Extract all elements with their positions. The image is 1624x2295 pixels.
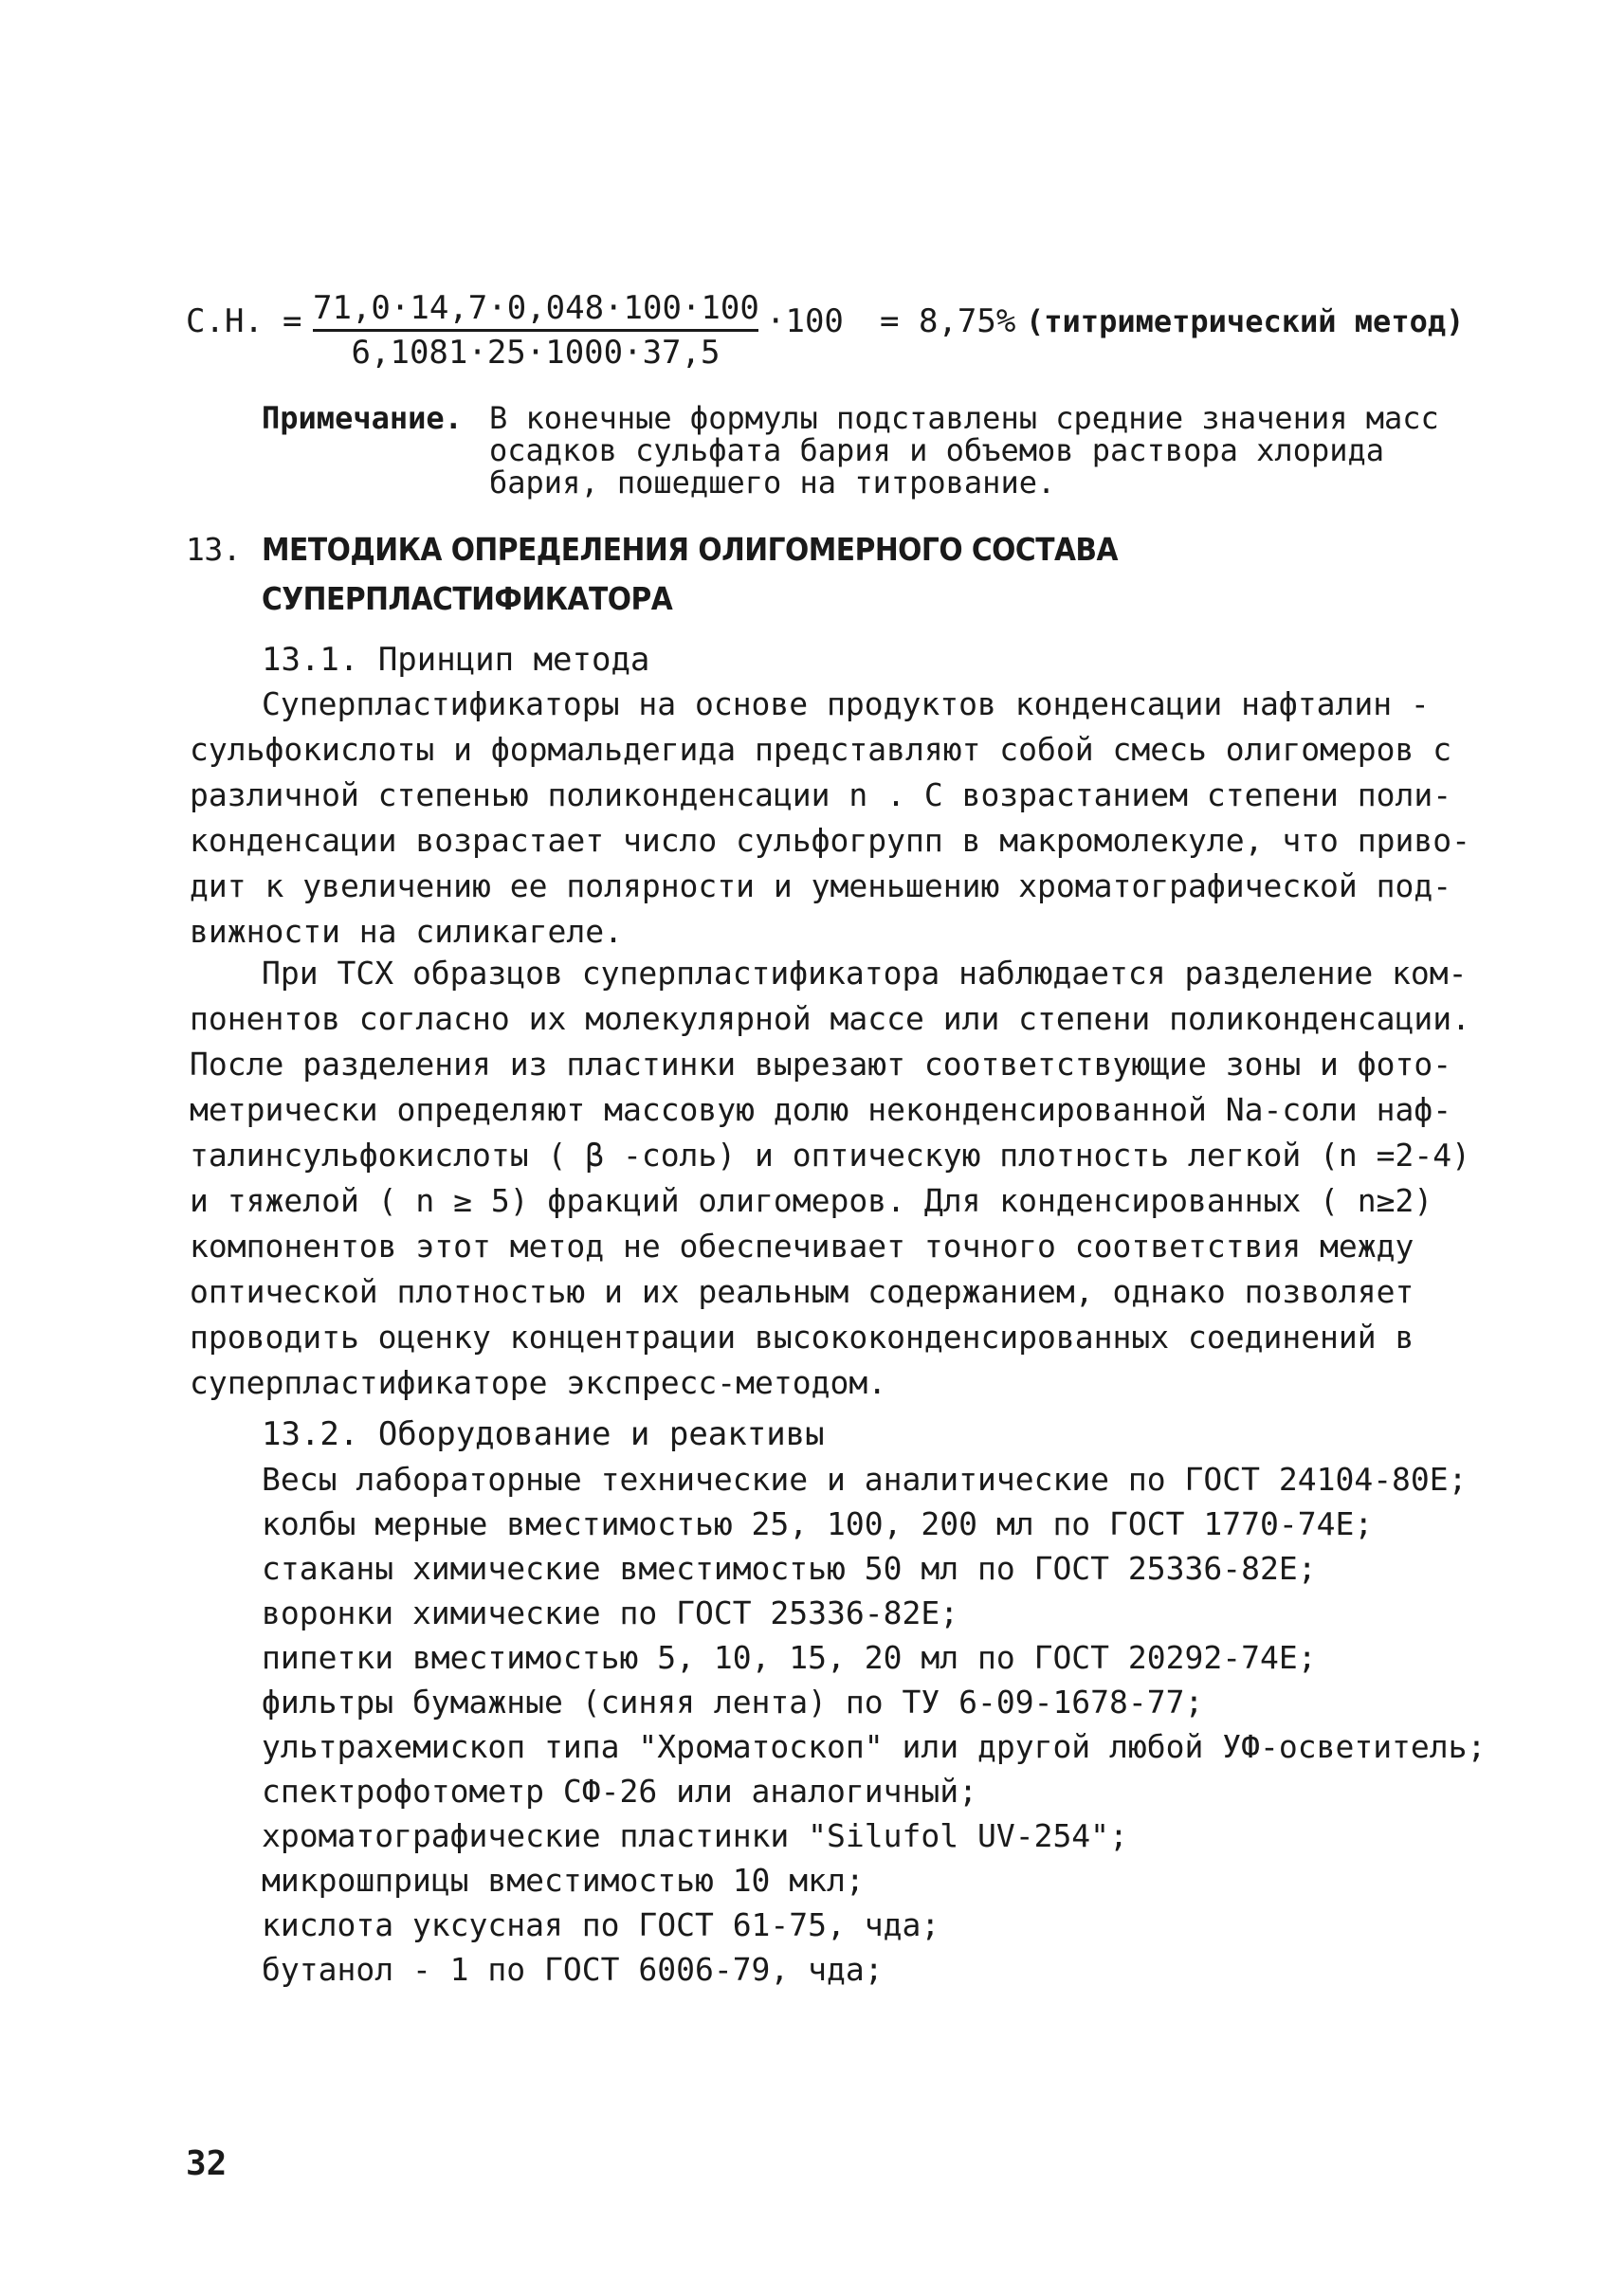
paragraph-principle-1 (190, 682, 1471, 955)
equipment-list (262, 1457, 1486, 1992)
list-item: ультрахемископ типа "Хроматоскоп" или другой любой УФ-осветитель; (262, 1728, 1487, 1765)
section-title-line-2: СУПЕРПЛАСТИФИКАТОРА (262, 580, 673, 617)
formula-numerator: 71,0·14,7·0,048·100·100 (313, 289, 758, 332)
paragraph-line: проводить оценку концентрации высококонденсированных соединений в (190, 1319, 1414, 1356)
paragraph-principle-2 (190, 951, 1471, 1406)
note-line-2: осадков сульфата бария и объемов раствора хлорида (489, 432, 1385, 468)
paragraph-line: различной степенью поликонденсации n . С возрастанием степени поли- (190, 776, 1452, 813)
paragraph-line: метрически определяют массовую долю неконденсированной Na-соли наф- (190, 1091, 1452, 1128)
list-item: спектрофотометр СФ-26 или аналогичный; (262, 1773, 977, 1810)
formula-label: С.Н. (186, 302, 264, 340)
formula-equals: = (283, 302, 302, 340)
paragraph-line: При ТСХ образцов суперпластификатора наблюдается разделение ком- (262, 955, 1468, 992)
page-number: 32 (186, 2144, 228, 2183)
paragraph-line: компонентов этот метод не обеспечивает точного соответствия между (190, 1228, 1414, 1265)
formula-denominator: 6,1081·25·1000·37,5 (351, 334, 721, 372)
note-label: Примечание. (262, 400, 463, 436)
list-item: микрошприцы вместимостью 10 мкл; (262, 1862, 865, 1899)
paragraph-line: вижности на силикагеле. (190, 913, 623, 950)
paragraph-line: После разделения из пластинки вырезают соответствующие зоны и фото- (190, 1046, 1452, 1083)
list-item: воронки химические по ГОСТ 25336-82Е; (262, 1594, 959, 1631)
note-line-1: В конечные формулы подставлены средние значения масс (489, 400, 1439, 436)
subsection-heading-principle: 13.1. Принцип метода (262, 641, 650, 679)
paragraph-line: конденсации возрастает число сульфогрупп в макромолекуле, что приво- (190, 822, 1471, 859)
list-item: хроматографические пластинки "Silufol UV-254"; (262, 1817, 1128, 1854)
paragraph-line: сульфокислоты и формальдегида представляют собой смесь олигомеров с (190, 731, 1452, 768)
list-item: стаканы химические вместимостью 50 мл по ГОСТ 25336-82Е; (262, 1550, 1317, 1587)
list-item: кислота уксусная по ГОСТ 61-75, чда; (262, 1906, 940, 1943)
paragraph-line: дит к увеличению ее полярности и уменьшению хроматографической под- (190, 867, 1452, 904)
formula-multiplier: ·100 (766, 302, 844, 340)
list-item: фильтры бумажные (синяя лента) по ТУ 6-09-1678-77; (262, 1684, 1204, 1721)
paragraph-line: оптической плотностью и их реальным содержанием, однако позволяет (190, 1273, 1414, 1310)
paragraph-line: суперпластификаторе экспресс-методом. (190, 1364, 887, 1401)
paragraph-line: понентов согласно их молекулярной массе или степени поликонденсации. (190, 1000, 1471, 1037)
list-item: колбы мерные вместимостью 25, 100, 200 мл по ГОСТ 1770-74Е; (262, 1505, 1374, 1542)
section-title-line-1: МЕТОДИКА ОПРЕДЕЛЕНИЯ ОЛИГОМЕРНОГО СОСТАВА (262, 531, 1119, 568)
subsection-heading-equipment: 13.2. Оборудование и реактивы (262, 1415, 825, 1453)
note-line-3: бария, пошедшего на титрование. (489, 464, 1056, 501)
formula-method: (титриметрический метод) (1026, 303, 1465, 339)
paragraph-line: Суперпластификаторы на основе продуктов конденсации нафталин - (262, 685, 1430, 722)
formula-result: = 8,75% (880, 302, 1016, 340)
list-item: пипетки вместимостью 5, 10, 15, 20 мл по ГОСТ 20292-74Е; (262, 1639, 1317, 1676)
paragraph-line: и тяжелой ( n ≥ 5) фракций олигомеров. Для конденсированных ( n≥2) (190, 1182, 1433, 1219)
list-item: Весы лабораторные технические и аналитические по ГОСТ 24104-80Е; (262, 1461, 1468, 1498)
section-number: 13. (186, 531, 242, 568)
paragraph-line: талинсульфокислоты ( β -соль) и оптическую плотность легкой (n =2-4) (190, 1137, 1471, 1174)
list-item: бутанол - 1 по ГОСТ 6006-79, чда; (262, 1951, 884, 1988)
formula-fraction (313, 289, 758, 372)
